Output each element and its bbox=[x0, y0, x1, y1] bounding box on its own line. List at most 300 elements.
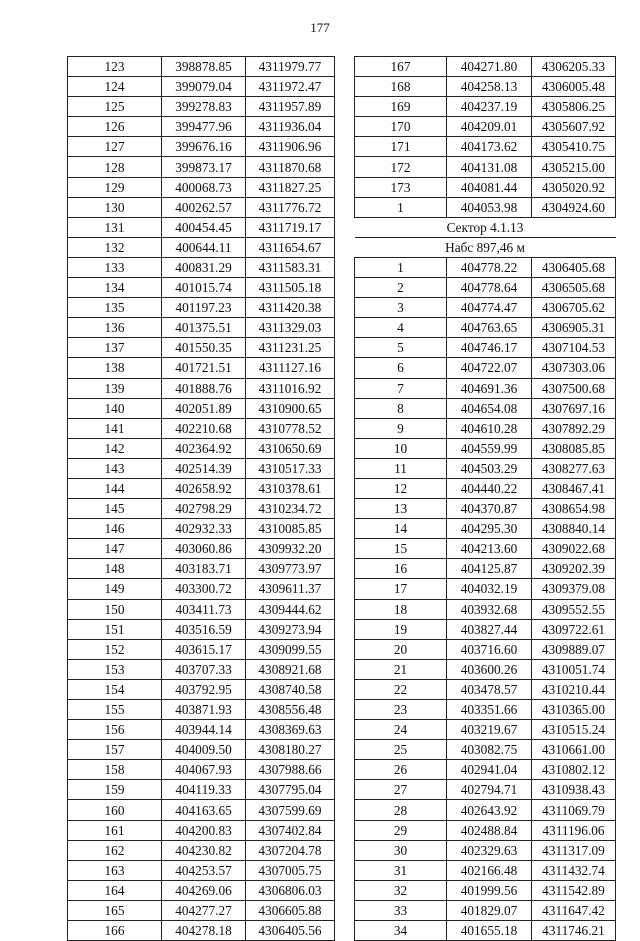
x-coordinate: 403871.93 bbox=[162, 700, 246, 720]
y-coordinate: 4306905.31 bbox=[532, 318, 616, 338]
table-row bbox=[68, 820, 335, 840]
x-coordinate: 402514.39 bbox=[162, 458, 246, 478]
x-coordinate: 404163.65 bbox=[162, 800, 246, 820]
x-coordinate: 403792.95 bbox=[162, 679, 246, 699]
y-coordinate: 4311196.06 bbox=[532, 820, 616, 840]
x-coordinate: 400262.57 bbox=[162, 197, 246, 217]
point-number: 141 bbox=[68, 418, 162, 438]
y-coordinate: 4308921.68 bbox=[246, 659, 335, 679]
y-coordinate: 4309611.37 bbox=[246, 579, 335, 599]
y-coordinate: 4310085.85 bbox=[246, 519, 335, 539]
table-row bbox=[68, 278, 335, 298]
table-row bbox=[355, 197, 616, 217]
point-number: 8 bbox=[355, 398, 447, 418]
x-coordinate: 403944.14 bbox=[162, 720, 246, 740]
table-row bbox=[355, 478, 616, 498]
point-number: 172 bbox=[355, 157, 447, 177]
x-coordinate: 400831.29 bbox=[162, 257, 246, 277]
y-coordinate: 4311957.89 bbox=[246, 97, 335, 117]
y-coordinate: 4305215.00 bbox=[532, 157, 616, 177]
table-row bbox=[355, 318, 616, 338]
point-number: 6 bbox=[355, 358, 447, 378]
table-row bbox=[355, 579, 616, 599]
table-row bbox=[355, 117, 616, 137]
y-coordinate: 4310661.00 bbox=[532, 740, 616, 760]
table-row bbox=[68, 237, 335, 257]
point-number: 23 bbox=[355, 700, 447, 720]
y-coordinate: 4307402.84 bbox=[246, 820, 335, 840]
table-row bbox=[355, 760, 616, 780]
point-number: 137 bbox=[68, 338, 162, 358]
y-coordinate: 4308369.63 bbox=[246, 720, 335, 740]
table-row bbox=[68, 679, 335, 699]
point-number: 170 bbox=[355, 117, 447, 137]
point-number: 128 bbox=[68, 157, 162, 177]
table-row bbox=[355, 639, 616, 659]
point-number: 152 bbox=[68, 639, 162, 659]
point-number: 2 bbox=[355, 278, 447, 298]
y-coordinate: 4309022.68 bbox=[532, 539, 616, 559]
y-coordinate: 4311979.77 bbox=[246, 57, 335, 77]
table-row bbox=[68, 137, 335, 157]
x-coordinate: 404722.07 bbox=[447, 358, 532, 378]
x-coordinate: 404230.82 bbox=[162, 840, 246, 860]
table-row bbox=[68, 57, 335, 77]
table-row bbox=[68, 659, 335, 679]
y-coordinate: 4308556.48 bbox=[246, 700, 335, 720]
y-coordinate: 4311505.18 bbox=[246, 278, 335, 298]
y-coordinate: 4311776.72 bbox=[246, 197, 335, 217]
table-row bbox=[355, 880, 616, 900]
table-row bbox=[68, 358, 335, 378]
point-number: 26 bbox=[355, 760, 447, 780]
y-coordinate: 4311420.38 bbox=[246, 298, 335, 318]
table-row bbox=[68, 880, 335, 900]
table-row bbox=[355, 338, 616, 358]
x-coordinate: 400454.45 bbox=[162, 217, 246, 237]
point-number: 139 bbox=[68, 378, 162, 398]
table-row bbox=[68, 318, 335, 338]
sector-height: Набс 897,46 м bbox=[355, 237, 616, 257]
table-row bbox=[355, 539, 616, 559]
x-coordinate: 404258.13 bbox=[447, 77, 532, 97]
left-coordinate-table bbox=[67, 56, 334, 941]
y-coordinate: 4306205.33 bbox=[532, 57, 616, 77]
table-row bbox=[68, 77, 335, 97]
y-coordinate: 4307005.75 bbox=[246, 860, 335, 880]
point-number: 32 bbox=[355, 880, 447, 900]
x-coordinate: 401721.51 bbox=[162, 358, 246, 378]
x-coordinate: 399676.16 bbox=[162, 137, 246, 157]
y-coordinate: 4308180.27 bbox=[246, 740, 335, 760]
x-coordinate: 404370.87 bbox=[447, 499, 532, 519]
x-coordinate: 404440.22 bbox=[447, 478, 532, 498]
x-coordinate: 398878.85 bbox=[162, 57, 246, 77]
table-row bbox=[355, 700, 616, 720]
point-number: 3 bbox=[355, 298, 447, 318]
x-coordinate: 404200.83 bbox=[162, 820, 246, 840]
table-row bbox=[355, 860, 616, 880]
x-coordinate: 402941.04 bbox=[447, 760, 532, 780]
point-number: 4 bbox=[355, 318, 447, 338]
point-number: 17 bbox=[355, 579, 447, 599]
x-coordinate: 402051.89 bbox=[162, 398, 246, 418]
table-row bbox=[68, 217, 335, 237]
x-coordinate: 399873.17 bbox=[162, 157, 246, 177]
x-coordinate: 404269.06 bbox=[162, 880, 246, 900]
table-row bbox=[355, 257, 616, 277]
x-coordinate: 401375.51 bbox=[162, 318, 246, 338]
table-row bbox=[68, 519, 335, 539]
x-coordinate: 404271.80 bbox=[447, 57, 532, 77]
y-coordinate: 4306405.68 bbox=[532, 257, 616, 277]
point-number: 127 bbox=[68, 137, 162, 157]
point-number: 15 bbox=[355, 539, 447, 559]
x-coordinate: 404067.93 bbox=[162, 760, 246, 780]
y-coordinate: 4310778.52 bbox=[246, 418, 335, 438]
y-coordinate: 4307892.29 bbox=[532, 418, 616, 438]
point-number: 167 bbox=[355, 57, 447, 77]
y-coordinate: 4306605.88 bbox=[246, 900, 335, 920]
y-coordinate: 4307988.66 bbox=[246, 760, 335, 780]
table-row bbox=[68, 639, 335, 659]
y-coordinate: 4305806.25 bbox=[532, 97, 616, 117]
y-coordinate: 4308740.58 bbox=[246, 679, 335, 699]
point-number: 125 bbox=[68, 97, 162, 117]
x-coordinate: 403716.60 bbox=[447, 639, 532, 659]
point-number: 16 bbox=[355, 559, 447, 579]
x-coordinate: 402932.33 bbox=[162, 519, 246, 539]
x-coordinate: 401550.35 bbox=[162, 338, 246, 358]
x-coordinate: 404213.60 bbox=[447, 539, 532, 559]
y-coordinate: 4305410.75 bbox=[532, 137, 616, 157]
point-number: 30 bbox=[355, 840, 447, 860]
table-row bbox=[68, 780, 335, 800]
point-number: 148 bbox=[68, 559, 162, 579]
point-number: 34 bbox=[355, 921, 447, 941]
point-number: 169 bbox=[355, 97, 447, 117]
x-coordinate: 401999.56 bbox=[447, 880, 532, 900]
y-coordinate: 4309932.20 bbox=[246, 539, 335, 559]
x-coordinate: 402364.92 bbox=[162, 438, 246, 458]
y-coordinate: 4311936.04 bbox=[246, 117, 335, 137]
x-coordinate: 404053.98 bbox=[447, 197, 532, 217]
table-row bbox=[68, 197, 335, 217]
x-coordinate: 400068.73 bbox=[162, 177, 246, 197]
y-coordinate: 4311870.68 bbox=[246, 157, 335, 177]
point-number: 132 bbox=[68, 237, 162, 257]
point-number: 168 bbox=[355, 77, 447, 97]
table-row bbox=[355, 57, 616, 77]
point-number: 149 bbox=[68, 579, 162, 599]
x-coordinate: 403060.86 bbox=[162, 539, 246, 559]
point-number: 163 bbox=[68, 860, 162, 880]
x-coordinate: 401888.76 bbox=[162, 378, 246, 398]
table-row bbox=[355, 398, 616, 418]
x-coordinate: 403219.67 bbox=[447, 720, 532, 740]
point-number: 173 bbox=[355, 177, 447, 197]
x-coordinate: 404032.19 bbox=[447, 579, 532, 599]
point-number: 11 bbox=[355, 458, 447, 478]
point-number: 136 bbox=[68, 318, 162, 338]
point-number: 161 bbox=[68, 820, 162, 840]
y-coordinate: 4307697.16 bbox=[532, 398, 616, 418]
table-row bbox=[68, 398, 335, 418]
x-coordinate: 403827.44 bbox=[447, 619, 532, 639]
table-row bbox=[68, 499, 335, 519]
point-number: 166 bbox=[68, 921, 162, 941]
table-row bbox=[68, 338, 335, 358]
table-row bbox=[355, 378, 616, 398]
table-row bbox=[68, 800, 335, 820]
table-row bbox=[355, 800, 616, 820]
y-coordinate: 4311127.16 bbox=[246, 358, 335, 378]
y-coordinate: 4311906.96 bbox=[246, 137, 335, 157]
table-row bbox=[355, 900, 616, 920]
y-coordinate: 4311016.92 bbox=[246, 378, 335, 398]
point-number: 143 bbox=[68, 458, 162, 478]
x-coordinate: 401197.23 bbox=[162, 298, 246, 318]
point-number: 126 bbox=[68, 117, 162, 137]
table-row bbox=[68, 700, 335, 720]
point-number: 171 bbox=[355, 137, 447, 157]
x-coordinate: 404081.44 bbox=[447, 177, 532, 197]
point-number: 1 bbox=[355, 257, 447, 277]
table-row bbox=[68, 599, 335, 619]
x-coordinate: 403351.66 bbox=[447, 700, 532, 720]
y-coordinate: 4307599.69 bbox=[246, 800, 335, 820]
y-coordinate: 4311972.47 bbox=[246, 77, 335, 97]
y-coordinate: 4311654.67 bbox=[246, 237, 335, 257]
x-coordinate: 403411.73 bbox=[162, 599, 246, 619]
y-coordinate: 4311583.31 bbox=[246, 257, 335, 277]
y-coordinate: 4311746.21 bbox=[532, 921, 616, 941]
point-number: 130 bbox=[68, 197, 162, 217]
y-coordinate: 4309889.07 bbox=[532, 639, 616, 659]
table-row bbox=[68, 478, 335, 498]
table-row bbox=[68, 298, 335, 318]
point-number: 146 bbox=[68, 519, 162, 539]
y-coordinate: 4311329.03 bbox=[246, 318, 335, 338]
y-coordinate: 4306806.03 bbox=[246, 880, 335, 900]
point-number: 24 bbox=[355, 720, 447, 740]
y-coordinate: 4311719.17 bbox=[246, 217, 335, 237]
x-coordinate: 403615.17 bbox=[162, 639, 246, 659]
y-coordinate: 4310900.65 bbox=[246, 398, 335, 418]
y-coordinate: 4304924.60 bbox=[532, 197, 616, 217]
y-coordinate: 4309773.97 bbox=[246, 559, 335, 579]
table-row bbox=[355, 820, 616, 840]
table-row bbox=[68, 900, 335, 920]
x-coordinate: 402794.71 bbox=[447, 780, 532, 800]
y-coordinate: 4310365.00 bbox=[532, 700, 616, 720]
y-coordinate: 4306005.48 bbox=[532, 77, 616, 97]
x-coordinate: 400644.11 bbox=[162, 237, 246, 257]
y-coordinate: 4309722.61 bbox=[532, 619, 616, 639]
table-row bbox=[68, 579, 335, 599]
table-row bbox=[355, 278, 616, 298]
point-number: 144 bbox=[68, 478, 162, 498]
point-number: 14 bbox=[355, 519, 447, 539]
table-row bbox=[68, 157, 335, 177]
point-number: 33 bbox=[355, 900, 447, 920]
x-coordinate: 404131.08 bbox=[447, 157, 532, 177]
sector-title: Сектор 4.1.13 bbox=[355, 217, 616, 237]
point-number: 147 bbox=[68, 539, 162, 559]
table-row bbox=[355, 720, 616, 740]
y-coordinate: 4308277.63 bbox=[532, 458, 616, 478]
y-coordinate: 4307204.78 bbox=[246, 840, 335, 860]
x-coordinate: 402488.84 bbox=[447, 820, 532, 840]
x-coordinate: 401015.74 bbox=[162, 278, 246, 298]
table-row bbox=[68, 438, 335, 458]
y-coordinate: 4310517.33 bbox=[246, 458, 335, 478]
x-coordinate: 399278.83 bbox=[162, 97, 246, 117]
table-row bbox=[68, 257, 335, 277]
y-coordinate: 4311432.74 bbox=[532, 860, 616, 880]
x-coordinate: 404237.19 bbox=[447, 97, 532, 117]
table-row bbox=[355, 659, 616, 679]
point-number: 142 bbox=[68, 438, 162, 458]
y-coordinate: 4306705.62 bbox=[532, 298, 616, 318]
table-row bbox=[355, 177, 616, 197]
sector-height-row bbox=[355, 237, 616, 257]
point-number: 164 bbox=[68, 880, 162, 900]
x-coordinate: 403932.68 bbox=[447, 599, 532, 619]
table-row bbox=[355, 780, 616, 800]
table-row bbox=[355, 157, 616, 177]
sector-title-row bbox=[355, 217, 616, 237]
point-number: 28 bbox=[355, 800, 447, 820]
point-number: 158 bbox=[68, 760, 162, 780]
table-row bbox=[68, 539, 335, 559]
point-number: 21 bbox=[355, 659, 447, 679]
table-row bbox=[355, 358, 616, 378]
table-row bbox=[68, 117, 335, 137]
x-coordinate: 404778.22 bbox=[447, 257, 532, 277]
point-number: 20 bbox=[355, 639, 447, 659]
x-coordinate: 404559.99 bbox=[447, 438, 532, 458]
point-number: 131 bbox=[68, 217, 162, 237]
y-coordinate: 4311647.42 bbox=[532, 900, 616, 920]
y-coordinate: 4311317.09 bbox=[532, 840, 616, 860]
y-coordinate: 4310802.12 bbox=[532, 760, 616, 780]
table-row bbox=[68, 860, 335, 880]
point-number: 12 bbox=[355, 478, 447, 498]
y-coordinate: 4310210.44 bbox=[532, 679, 616, 699]
table-row bbox=[355, 418, 616, 438]
x-coordinate: 404278.18 bbox=[162, 921, 246, 941]
x-coordinate: 404209.01 bbox=[447, 117, 532, 137]
point-number: 140 bbox=[68, 398, 162, 418]
table-row bbox=[355, 499, 616, 519]
x-coordinate: 399079.04 bbox=[162, 77, 246, 97]
y-coordinate: 4311542.89 bbox=[532, 880, 616, 900]
y-coordinate: 4306405.56 bbox=[246, 921, 335, 941]
table-row bbox=[355, 679, 616, 699]
y-coordinate: 4308467.41 bbox=[532, 478, 616, 498]
table-row bbox=[355, 438, 616, 458]
y-coordinate: 4306505.68 bbox=[532, 278, 616, 298]
table-row bbox=[68, 378, 335, 398]
y-coordinate: 4310234.72 bbox=[246, 499, 335, 519]
table-row bbox=[355, 298, 616, 318]
y-coordinate: 4307795.04 bbox=[246, 780, 335, 800]
x-coordinate: 404610.28 bbox=[447, 418, 532, 438]
table-row bbox=[355, 458, 616, 478]
x-coordinate: 404173.62 bbox=[447, 137, 532, 157]
y-coordinate: 4309379.08 bbox=[532, 579, 616, 599]
point-number: 134 bbox=[68, 278, 162, 298]
point-number: 151 bbox=[68, 619, 162, 639]
table-row bbox=[68, 458, 335, 478]
point-number: 29 bbox=[355, 820, 447, 840]
point-number: 150 bbox=[68, 599, 162, 619]
point-number: 27 bbox=[355, 780, 447, 800]
point-number: 7 bbox=[355, 378, 447, 398]
x-coordinate: 403183.71 bbox=[162, 559, 246, 579]
table-row bbox=[68, 97, 335, 117]
point-number: 18 bbox=[355, 599, 447, 619]
point-number: 124 bbox=[68, 77, 162, 97]
point-number: 133 bbox=[68, 257, 162, 277]
point-number: 138 bbox=[68, 358, 162, 378]
table-row bbox=[355, 619, 616, 639]
point-number: 9 bbox=[355, 418, 447, 438]
table-row bbox=[68, 177, 335, 197]
point-number: 31 bbox=[355, 860, 447, 880]
point-number: 155 bbox=[68, 700, 162, 720]
y-coordinate: 4310378.61 bbox=[246, 478, 335, 498]
x-coordinate: 402329.63 bbox=[447, 840, 532, 860]
x-coordinate: 403516.59 bbox=[162, 619, 246, 639]
page-number: 177 bbox=[310, 20, 330, 35]
x-coordinate: 404295.30 bbox=[447, 519, 532, 539]
x-coordinate: 402643.92 bbox=[447, 800, 532, 820]
table-row bbox=[68, 760, 335, 780]
point-number: 145 bbox=[68, 499, 162, 519]
table-row bbox=[355, 77, 616, 97]
y-coordinate: 4308085.85 bbox=[532, 438, 616, 458]
y-coordinate: 4307500.68 bbox=[532, 378, 616, 398]
x-coordinate: 404277.27 bbox=[162, 900, 246, 920]
table-row bbox=[68, 559, 335, 579]
table-row bbox=[68, 921, 335, 941]
y-coordinate: 4310051.74 bbox=[532, 659, 616, 679]
y-coordinate: 4309202.39 bbox=[532, 559, 616, 579]
point-number: 1 bbox=[355, 197, 447, 217]
point-number: 153 bbox=[68, 659, 162, 679]
point-number: 165 bbox=[68, 900, 162, 920]
x-coordinate: 404009.50 bbox=[162, 740, 246, 760]
y-coordinate: 4308654.98 bbox=[532, 499, 616, 519]
point-number: 156 bbox=[68, 720, 162, 740]
x-coordinate: 404503.29 bbox=[447, 458, 532, 478]
y-coordinate: 4309099.55 bbox=[246, 639, 335, 659]
point-number: 19 bbox=[355, 619, 447, 639]
x-coordinate: 403707.33 bbox=[162, 659, 246, 679]
x-coordinate: 403082.75 bbox=[447, 740, 532, 760]
x-coordinate: 402798.29 bbox=[162, 499, 246, 519]
y-coordinate: 4305020.92 bbox=[532, 177, 616, 197]
y-coordinate: 4307104.53 bbox=[532, 338, 616, 358]
y-coordinate: 4310515.24 bbox=[532, 720, 616, 740]
point-number: 157 bbox=[68, 740, 162, 760]
table-row bbox=[355, 97, 616, 117]
y-coordinate: 4305607.92 bbox=[532, 117, 616, 137]
point-number: 162 bbox=[68, 840, 162, 860]
table-row bbox=[68, 840, 335, 860]
